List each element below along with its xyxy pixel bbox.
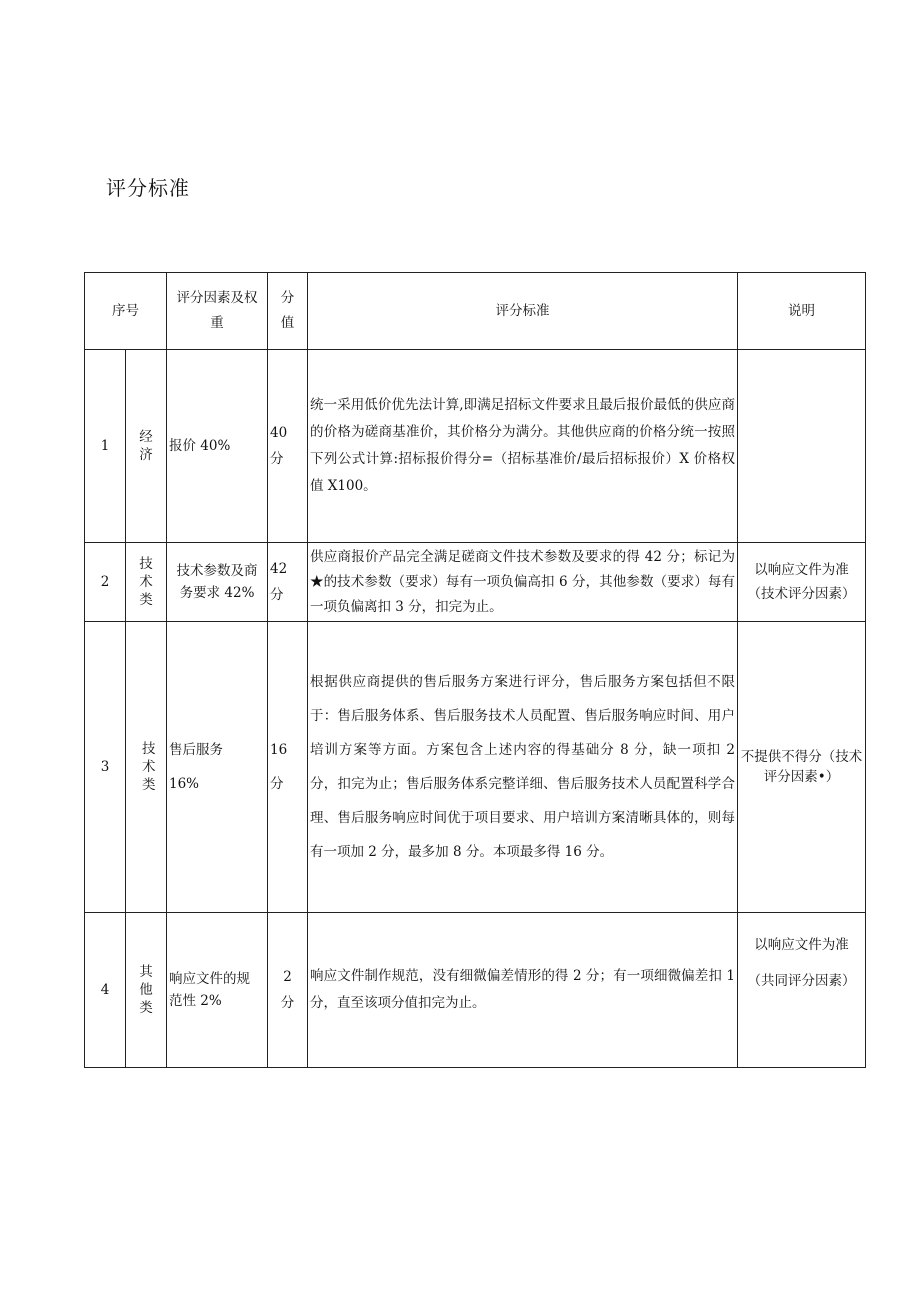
row-note	[738, 350, 866, 543]
row-standard: 根据供应商提供的售后服务方案进行评分，售后服务方案包括但不限于：售后服务体系、售后服务技术人员配置、售后服务响应时间、用户培训方案等方面。方案包含上述内容的得基础分 8 分，缺一项扣 2 分，扣完为止；售后服务体系完整详细、售后服务技术人员配置科学合理、售后服务响应时间优于项目要求、用户培训方案清晰具体的，则每有一项加 2 分，最多加 8 分。本项最多得 16 分。	[308, 622, 738, 913]
row-factor: 报价 40%	[167, 350, 268, 543]
table-row	[85, 350, 866, 543]
row-score: 2分	[268, 913, 308, 1068]
row-standard: 统一采用低价优先法计算,即满足招标文件要求且最后报价最低的供应商的价格为磋商基准价，其价格分为满分。其他供应商的价格分统一按照下列公式计算:招标报价得分=（招标基准价/最后招标报价）X 价格权值 X100。	[308, 350, 738, 543]
table-header-row	[85, 273, 866, 350]
table-row	[85, 913, 866, 1068]
header-standard: 评分标准	[308, 273, 738, 350]
page-title: 评分标准	[106, 176, 190, 200]
row-factor: 售后服务 16%	[167, 622, 268, 913]
row-factor: 响应文件的规范性 2%	[167, 913, 268, 1068]
row-category: 其他类	[126, 913, 167, 1068]
header-note: 说明	[738, 273, 866, 350]
header-seq: 序号	[85, 273, 167, 350]
row-category: 技术类	[126, 543, 167, 622]
row-score: 40分	[268, 350, 308, 543]
row-note: 以响应文件为准（技术评分因素）	[738, 543, 866, 622]
row-standard: 供应商报价产品完全满足磋商文件技术参数及要求的得 42 分；标记为★的技术参数（要求）每有一项负偏高扣 6 分，其他参数（要求）每有一项负偏离扣 3 分，扣完为止。	[308, 543, 738, 622]
header-score: 分值	[268, 273, 308, 350]
header-factor: 评分因素及权重	[167, 273, 268, 350]
row-index: 2	[85, 543, 126, 622]
row-standard: 响应文件制作规范，没有细微偏差情形的得 2 分；有一项细微偏差扣 1 分，直至该项分值扣完为止。	[308, 913, 738, 1068]
row-factor: 技术参数及商务要求 42%	[167, 543, 268, 622]
row-category: 技术类	[126, 622, 167, 913]
row-note: 以响应文件为准（共同评分因素）	[738, 913, 866, 1068]
row-index: 1	[85, 350, 126, 543]
row-category: 经济	[126, 350, 167, 543]
table-row	[85, 622, 866, 913]
table-row	[85, 543, 866, 622]
row-index: 3	[85, 622, 126, 913]
scoring-table	[84, 272, 866, 1068]
row-score: 42分	[268, 543, 308, 622]
row-score: 16分	[268, 622, 308, 913]
row-note: 不提供不得分（技术评分因素•）	[738, 622, 866, 913]
row-index: 4	[85, 913, 126, 1068]
